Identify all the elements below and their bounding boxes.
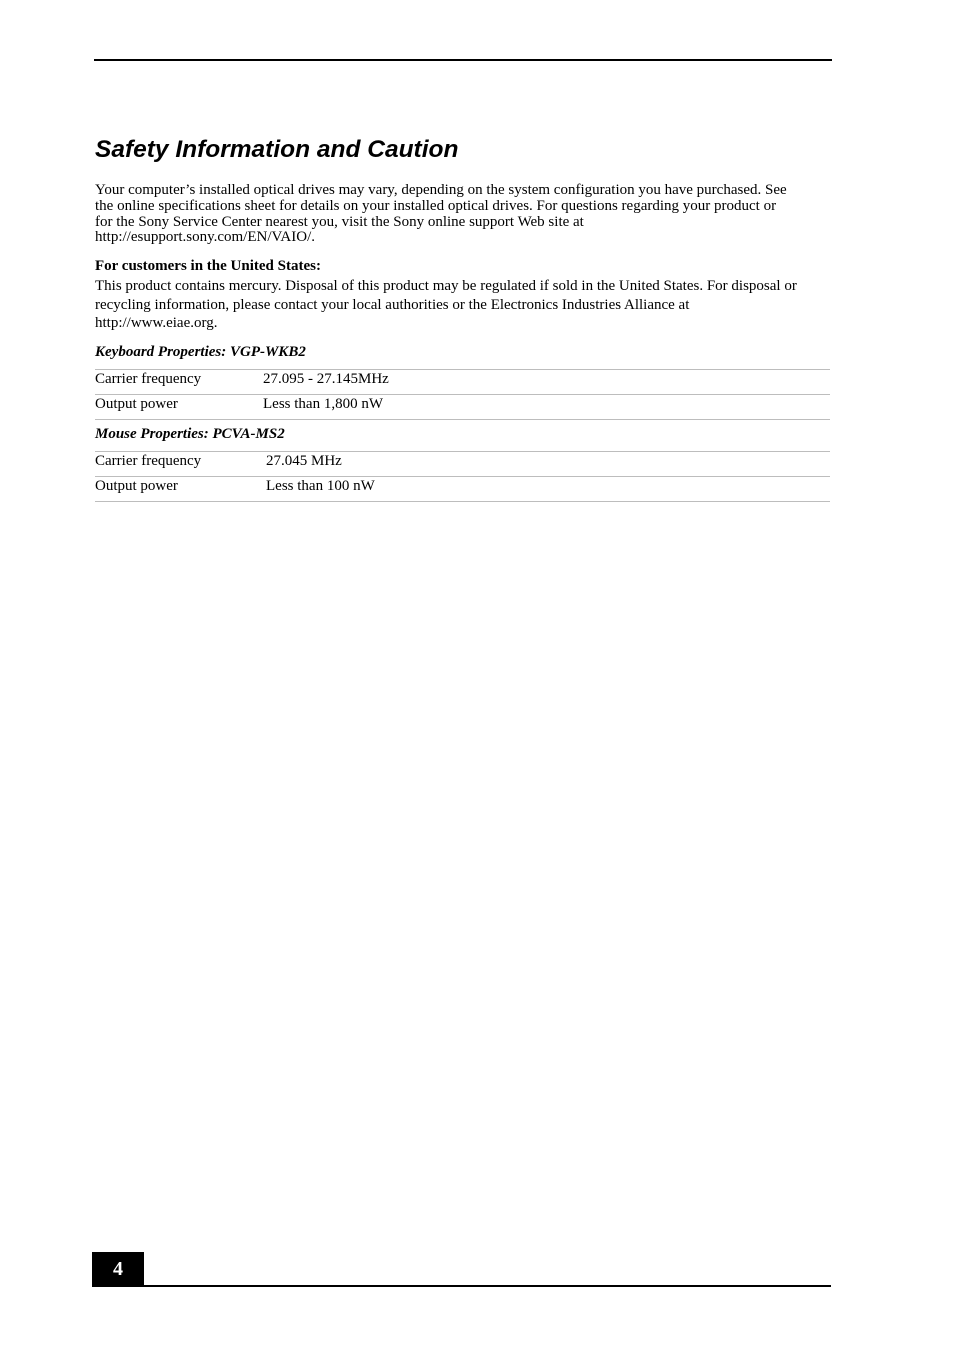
us-customers-paragraph — [95, 277, 831, 333]
keyboard-spec-row — [95, 369, 830, 393]
table-divider — [95, 501, 830, 502]
spec-label: Carrier frequency — [95, 453, 202, 469]
us-customers-line: http://www.eiae.org. — [95, 315, 218, 331]
header-rule — [94, 59, 832, 61]
us-customers-heading: For customers in the United States: — [95, 258, 321, 274]
intro-line: the online specifications sheet for details on your installed optical drives. For questions regarding your product or — [95, 197, 777, 214]
intro-paragraph — [95, 183, 831, 246]
spec-value: 27.095 - 27.145MHz — [263, 371, 389, 387]
keyboard-properties-heading: Keyboard Properties: VGP-WKB2 — [95, 344, 306, 360]
spec-value: Less than 1,800 nW — [263, 396, 383, 412]
intro-line: http://esupport.sony.com/EN/VAIO/. — [95, 229, 315, 246]
us-customers-line: This product contains mercury. Disposal of this product may be regulated if sold in the United States. For disposal or — [95, 278, 797, 294]
spec-label: Output power — [95, 396, 178, 412]
spec-label: Carrier frequency — [95, 371, 202, 387]
intro-line: Your computer’s installed optical drives may vary, depending on the system configuration you have purchased. See — [95, 182, 787, 198]
page-number: 4 — [92, 1252, 144, 1287]
footer-rule — [92, 1285, 831, 1287]
spec-value: 27.045 MHz — [266, 453, 342, 469]
mouse-spec-row — [95, 476, 830, 500]
keyboard-spec-row — [95, 394, 830, 418]
table-divider — [95, 419, 830, 420]
spec-value: Less than 100 nW — [266, 478, 375, 494]
spec-label: Output power — [95, 478, 178, 494]
intro-line: for the Sony Service Center nearest you, visit the Sony online support Web site at — [95, 213, 584, 230]
page-title: Safety Information and Caution — [95, 136, 459, 163]
us-customers-line: recycling information, please contact your local authorities or the Electronics Industries Alliance at — [95, 296, 690, 313]
mouse-spec-row — [95, 451, 830, 475]
mouse-properties-heading: Mouse Properties: PCVA-MS2 — [95, 426, 285, 442]
